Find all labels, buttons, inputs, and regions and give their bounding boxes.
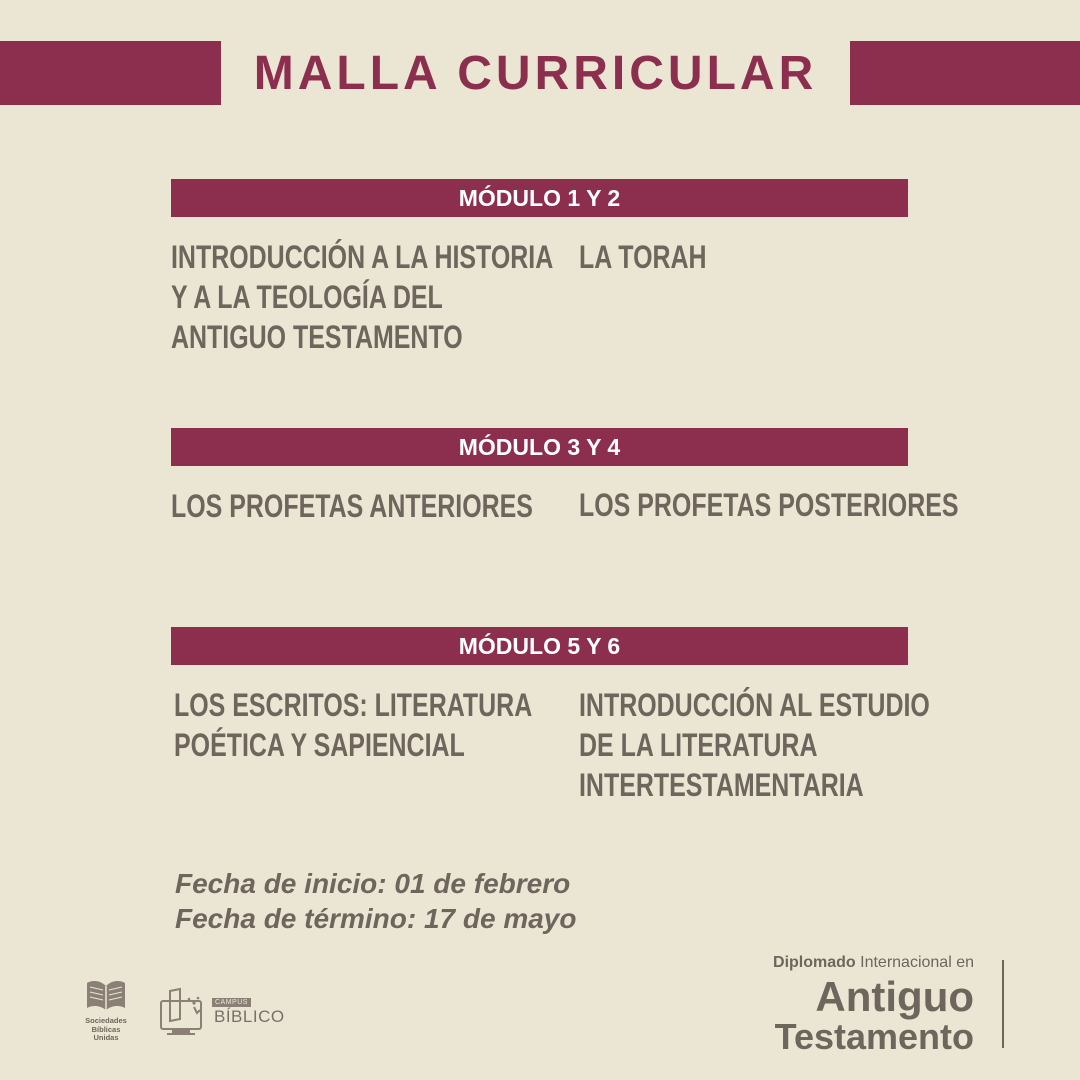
campus-name: BÍBLICO: [214, 1007, 285, 1026]
computer-book-icon: [158, 985, 214, 1041]
program-rest: Internacional en: [855, 954, 974, 971]
course-intertestamentaria: INTRODUCCIÓN AL ESTUDIO DE LA LITERATURA INTERTESTAMENTARIA: [579, 687, 930, 803]
sbu-logo-label: Sociedades Bíblicas Unidas: [85, 1016, 127, 1042]
sbu-logo: [80, 978, 132, 1043]
program-subtitle: [773, 953, 974, 973]
course-profetas-anteriores: LOS PROFETAS ANTERIORES: [171, 488, 533, 524]
course-profetas-posteriores: LOS PROFETAS POSTERIORES: [579, 487, 959, 523]
title-band-right: [850, 41, 1080, 105]
brand-divider: [1002, 960, 1004, 1048]
program-title-line2: Testamento: [774, 1016, 974, 1057]
open-book-icon: [84, 978, 128, 1012]
end-date: Fecha de término: 17 de mayo: [175, 903, 577, 934]
page-title: MALLA CURRICULAR: [253, 46, 818, 100]
course-escritos: LOS ESCRITOS: LITERATURA POÉTICA Y SAPIENCIAL: [174, 687, 533, 763]
dates-block: [175, 866, 576, 936]
program-title-line1: Antiguo: [815, 973, 974, 1020]
course-torah: LA TORAH: [579, 239, 707, 275]
campus-biblico-logo: [158, 985, 288, 1041]
program-prefix: Diplomado: [773, 954, 856, 971]
title-band-left: [0, 41, 221, 105]
course-intro-historia: INTRODUCCIÓN A LA HISTORIA Y A LA TEOLOGÍA DEL ANTIGUO TESTAMENTO: [171, 239, 554, 355]
campus-tag: CAMPUS: [212, 998, 251, 1007]
module-3-4-header: MÓDULO 3 Y 4: [171, 428, 908, 466]
module-1-2-header: MÓDULO 1 Y 2: [171, 179, 908, 217]
program-brand: [773, 953, 974, 1055]
start-date: Fecha de inicio: 01 de febrero: [175, 868, 571, 899]
module-5-6-header: MÓDULO 5 Y 6: [171, 627, 908, 665]
